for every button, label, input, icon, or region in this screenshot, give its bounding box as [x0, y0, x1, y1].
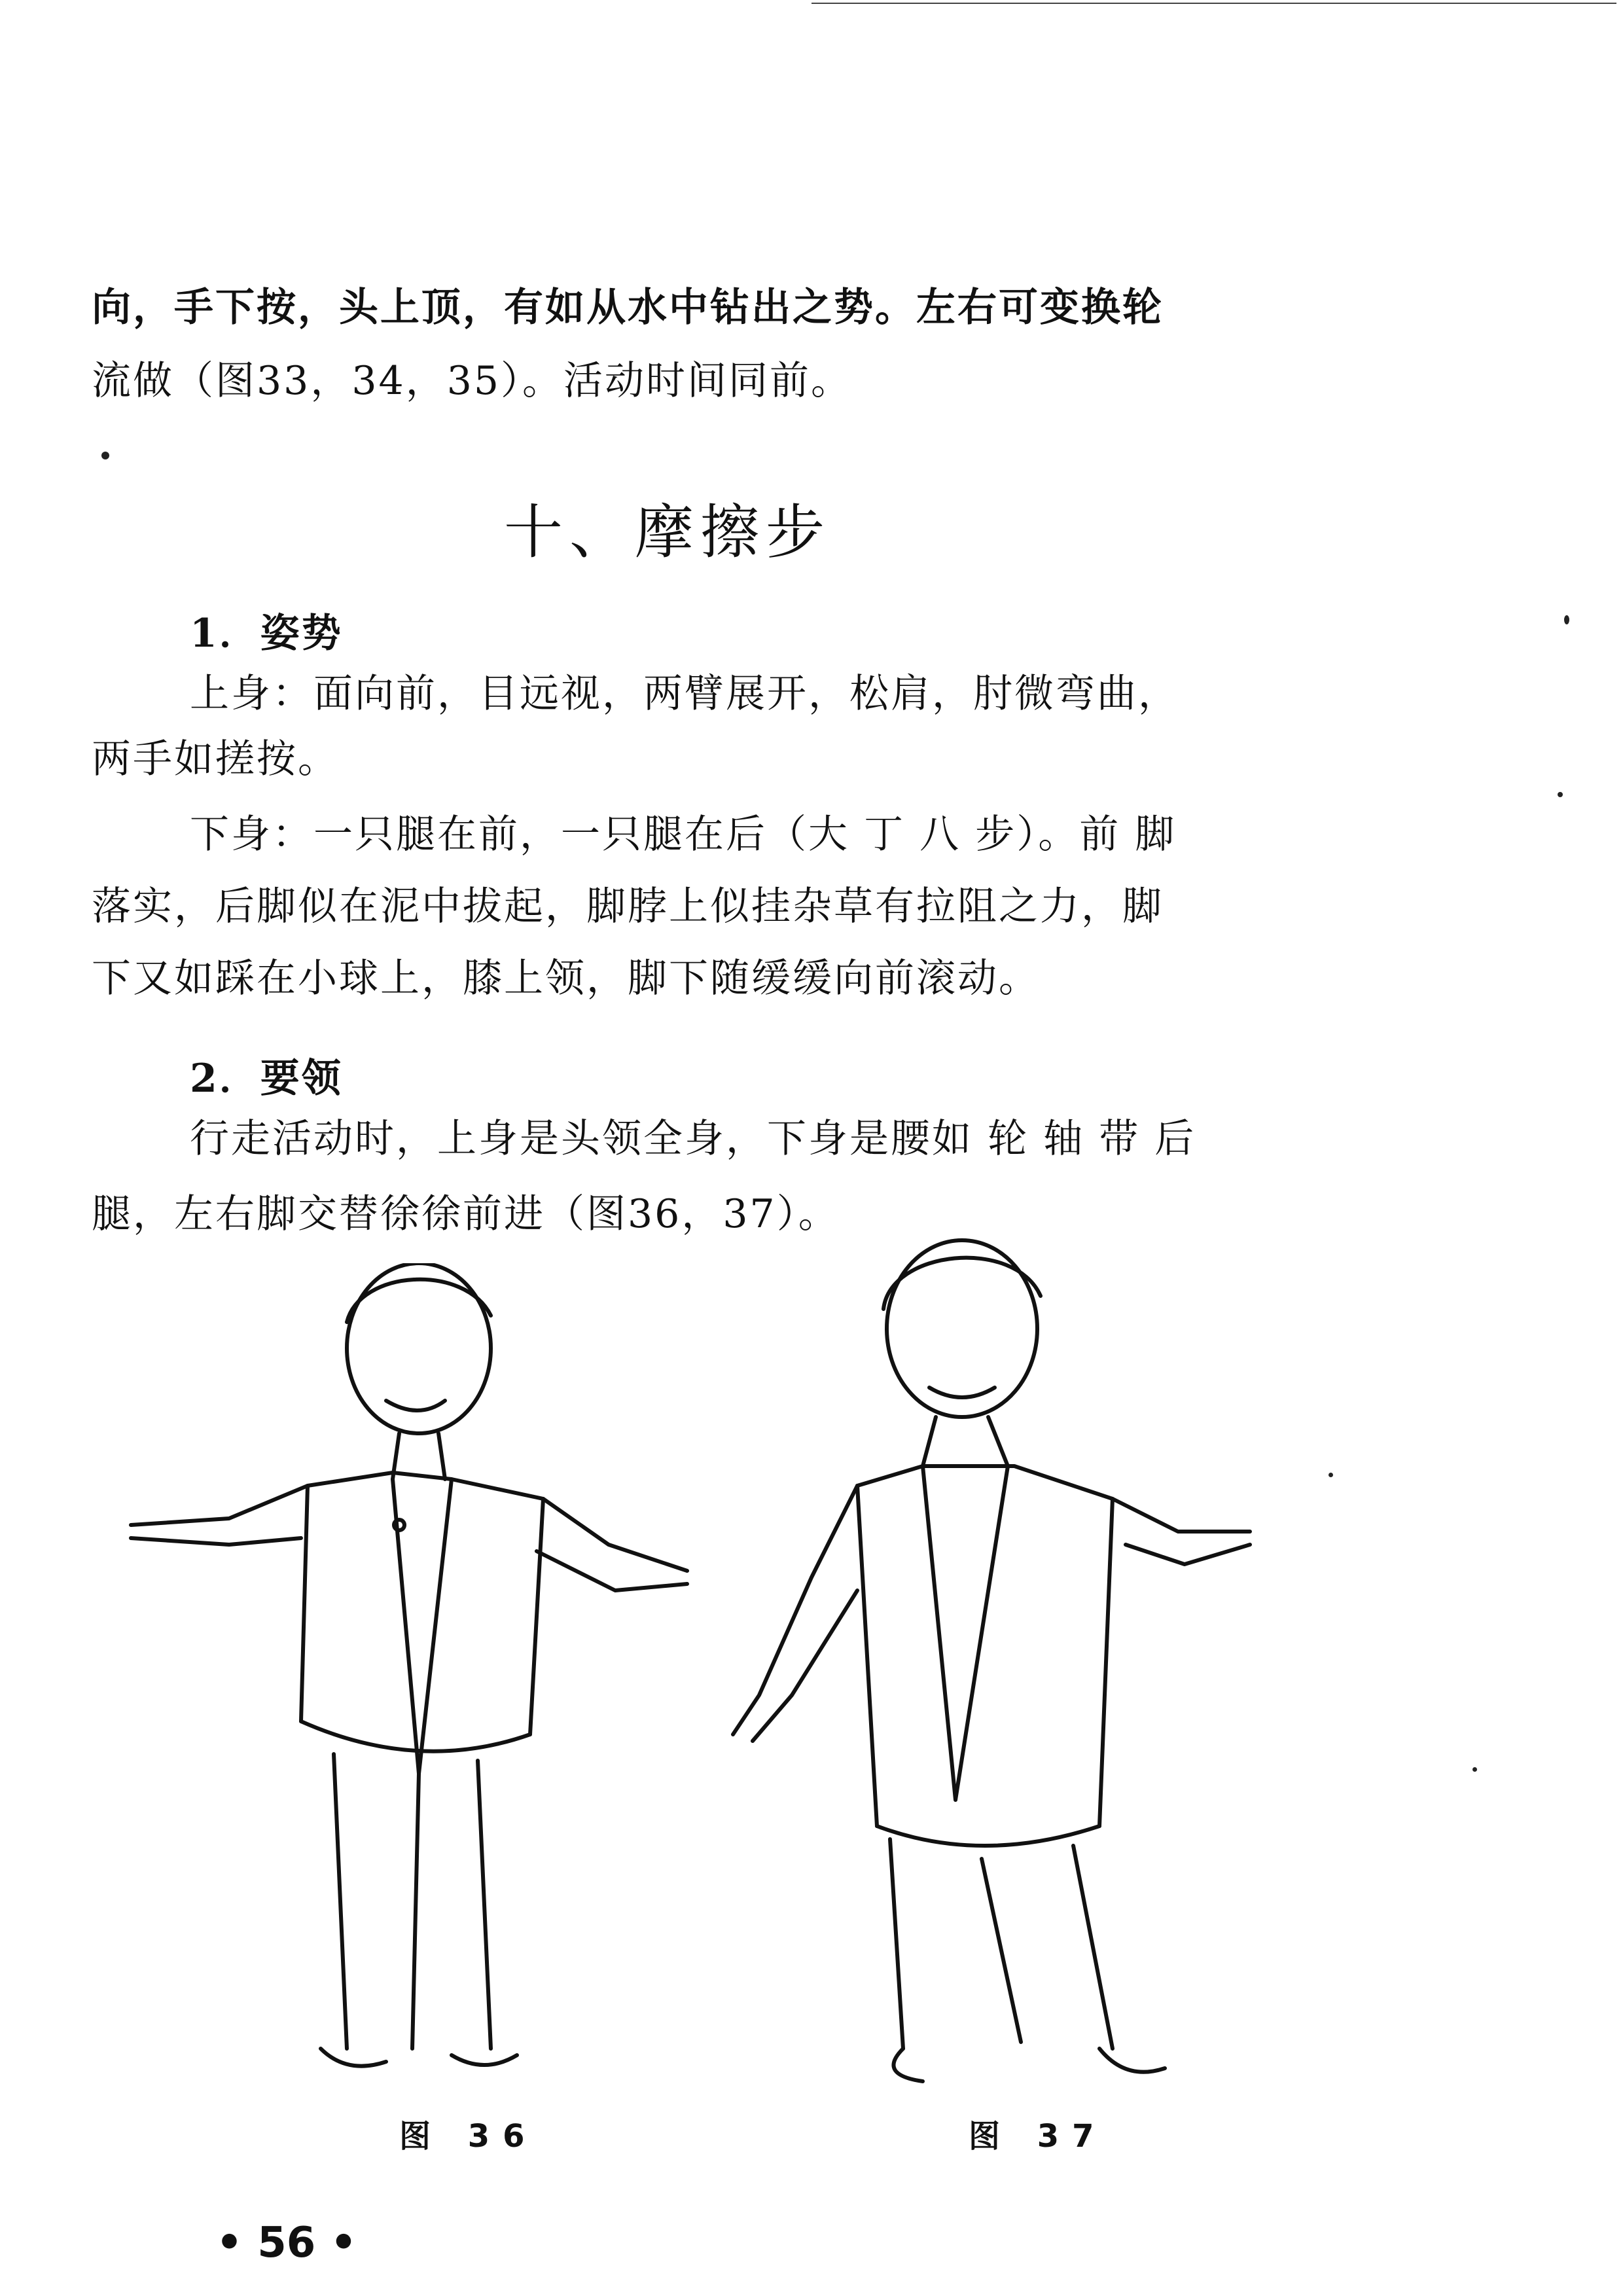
scan-speck: [1558, 792, 1563, 797]
subsection-heading-essentials: 2．要领: [190, 1056, 343, 1102]
figure-36-illustration: [111, 1263, 713, 2094]
scan-speck: [1564, 615, 1569, 624]
posture-lower-line-1: 下身：一只腿在前，一只腿在后（大 丁 八 步）。前 脚: [190, 812, 1177, 857]
essentials-line-2: 腿，左右脚交替徐徐前进（图36，37）。: [92, 1191, 840, 1237]
intro-line-1: 向，手下按，头上顶，有如从水中钻出之势。左右可变换轮: [92, 285, 1164, 331]
posture-lower-line-3: 下又如踩在小球上，膝上领，脚下随缓缓向前滚动。: [92, 956, 1040, 1001]
figure-37-caption: 图 37: [969, 2118, 1107, 2155]
essentials-line-1: 行走活动时，上身是头领全身，下身是腰如 轮 轴 带 后: [190, 1116, 1196, 1162]
figure-36-caption: 图 36: [399, 2118, 538, 2155]
scan-speck: [1472, 1767, 1477, 1772]
subsection-heading-posture: 1．姿势: [190, 611, 343, 656]
posture-lower-line-2: 落实，后脚似在泥中拔起，脚脖上似挂杂草有拉阻之力，脚: [92, 884, 1164, 929]
figure-37-illustration: [707, 1237, 1309, 2094]
section-title: 十、摩擦步: [504, 498, 831, 567]
posture-upper-line-2: 两手如搓按。: [92, 736, 339, 782]
page-number: • 56 •: [216, 2219, 357, 2267]
scan-speck: [1329, 1473, 1333, 1477]
top-border-line: [812, 3, 1616, 4]
posture-upper-line-1: 上身：面向前，目远视，两臂展开，松肩，肘微弯曲，: [190, 671, 1179, 717]
intro-line-2: 流做（图33，34，35）。活动时间同前。: [92, 358, 853, 404]
scan-speck: [101, 452, 109, 459]
